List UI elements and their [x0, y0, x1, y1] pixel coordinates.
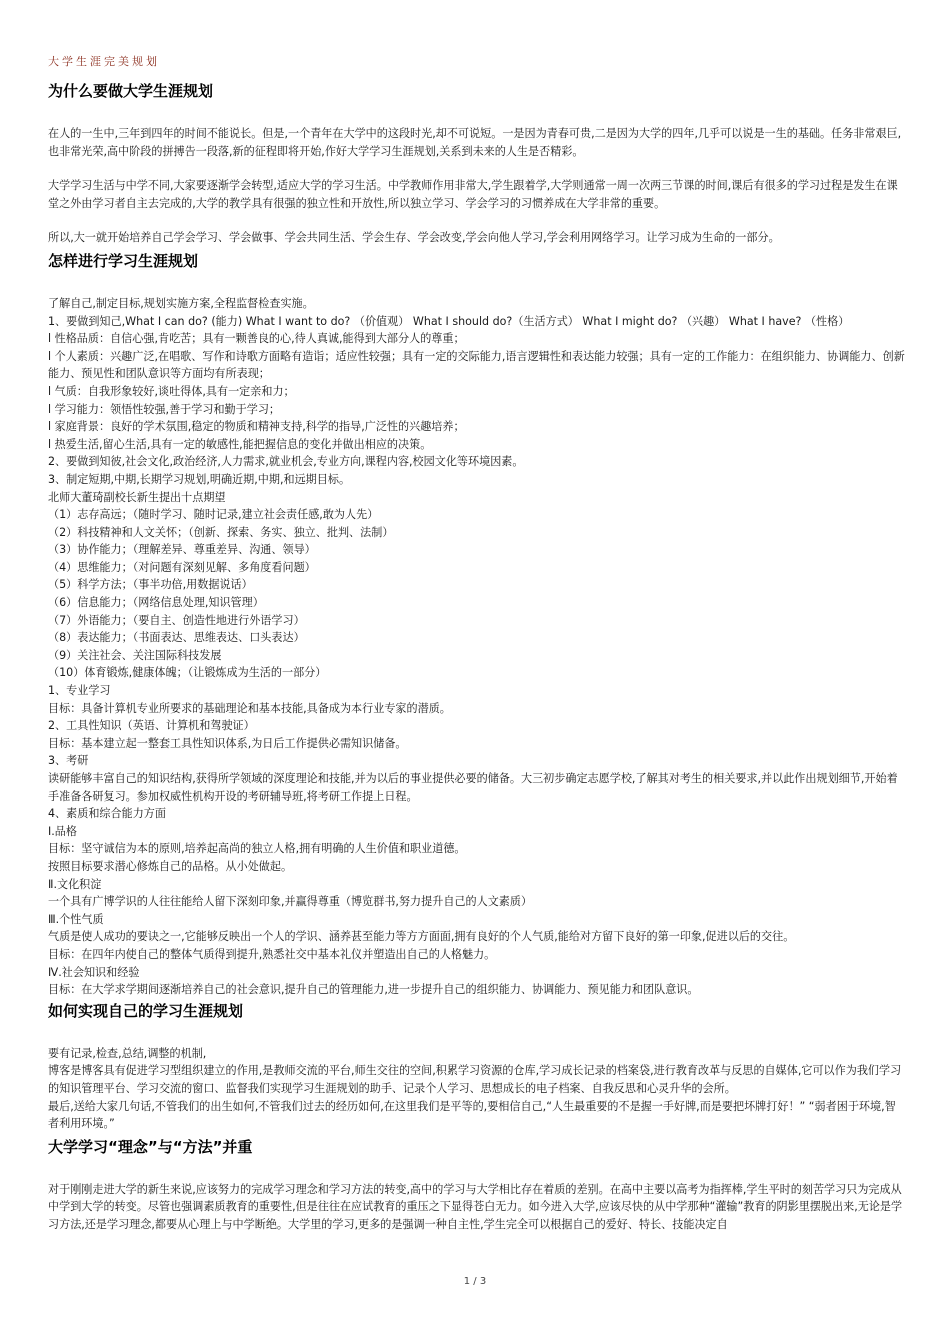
- text-line: 读研能够丰富自己的知识结构,获得所学领域的深度理论和技能,并为以后的事业提供必要的储备。大三初步确定志愿学校,了解其对考生的相关要求,并以此作出规划细节,开始着手准备各研复习。参加权威性机构开设的考研辅导班,将考研工作提上日程。: [48, 772, 898, 803]
- text-line: 目标：基本建立起一整套工具性知识体系,为日后工作提供必需知识储备。: [48, 736, 407, 750]
- section-body: [48, 295, 905, 999]
- document-title: 大学生涯完美规划: [48, 55, 160, 68]
- document-page: [48, 54, 905, 1233]
- text-line: 目标：在四年内使自己的整体气质得到提升,熟悉社交中基本礼仪并塑造出自己的人格魅力。: [48, 947, 496, 961]
- text-line: l 个人素质：兴趣广泛,在唱歌、写作和诗歌方面略有造诣；适应性较强；具有一定的交际能力,语言逻辑性和表达能力较强；具有一定的工作能力：在组织能力、协调能力、创新能力、预见性和团队意识等方面均有所表现；: [48, 349, 905, 381]
- text-line: 对于刚刚走进大学的新生来说,应该努力的完成学习理念和学习方法的转变,高中的学习与大学相比存在着质的差别。在高中主要以高考为指挥棒,学生平时的刻苦学习只为完成从中学到大学的转变。尽管也强调素质教育的重要性,但是往往在应试教育的重压之下显得苍白无力。如今进入大学,应该尽快的从中学那种“灌输”教育的阴影里摆脱出来,无论是学习方法,还是学习理念,都要从心理上与中学断绝。大学里的学习,更多的是强调一种自主性,学生完全可以根据自己的爱好、特长、技能决定自: [48, 1182, 903, 1231]
- text-line: l 性格品质：自信心强,肯吃苦；具有一颗善良的心,待人真诚,能得到大部分人的尊重；: [48, 332, 465, 346]
- text-line: Ⅰ.品格: [48, 824, 77, 838]
- text-line: （3）协作能力；（理解差异、尊重差异、沟通、领导）: [48, 543, 316, 557]
- text-line: （4）思维能力；（对问题有深刻见解、多角度看问题）: [48, 560, 316, 574]
- text-line: （10）体育锻炼,健康体魄；（让锻炼成为生活的一部分）: [48, 666, 327, 680]
- section-heading-how: 怎样进行学习生涯规划: [48, 251, 199, 270]
- text-line: Ⅳ.社会知识和经验: [48, 965, 140, 979]
- text-line: 最后,送给大家几句话,不管我们的出生如何,不管我们过去的经历如何,在这里我们是平等的,要相信自己,“人生最重要的不是握一手好牌,而是要把坏牌打好！” “弱者困于环境,智者利用环境。”: [48, 1099, 896, 1131]
- text-line: 1、专业学习: [48, 684, 111, 698]
- text-line: 了解自己,制定目标,规划实施方案,全程监督检查实施。: [48, 296, 314, 310]
- text-line: 目标：坚守诚信为本的原则,培养起高尚的独立人格,拥有明确的人生价值和职业道德。: [48, 842, 466, 856]
- text-line: 北师大董琦副校长新生提出十点期望: [48, 490, 226, 504]
- section-heading-implement: 如何实现自己的学习生涯规划: [48, 1001, 244, 1020]
- text-line: Ⅱ.文化积淀: [48, 877, 102, 891]
- text-line: 3、制定短期,中期,长期学习规划,明确近期,中期,和远期目标。: [48, 472, 351, 486]
- text-line: （8）表达能力；（书面表达、思维表达、口头表达）: [48, 631, 305, 645]
- section-body: [48, 1181, 905, 1234]
- text-line: 博客是博客具有促进学习型组织建立的作用,是教师交流的平台,师生交往的空间,积累学习资源的仓库,学习成长记录的档案袋,进行教育改革与反思的自媒体,它可以作为我们学习的知识管理平台、学习交流的窗口、监督我们实现学习生涯规划的助手、记录个人学习、思想成长的电子档案、自我反思和心灵升华的会所。: [48, 1064, 902, 1095]
- paragraph: 大学学习生活与中学不同,大家要逐渐学会转型,适应大学的学习生活。中学教师作用非常大,学生跟着学,大学则通常一周一次两三节课的时间,课后有很多的学习过程是发生在课堂之外由学习者自主去完成的,大学的教学具有很强的独立性和开放性,所以独立学习、学会学习的习惯养成在大学非常的重要。: [48, 179, 898, 210]
- text-line: （5）科学方法；（事半功倍,用数据说话）: [48, 578, 253, 592]
- text-line: l 学习能力：领悟性较强,善于学习和勤于学习；: [48, 402, 281, 416]
- text-line: 目标：具备计算机专业所要求的基础理论和基本技能,具备成为本行业专家的潜质。: [48, 701, 451, 715]
- text-line: （1）志存高远；（随时学习、随时记录,建立社会责任感,敢为人先）: [48, 508, 379, 522]
- text-line: （9）关注社会、关注国际科技发展: [48, 648, 222, 662]
- page-number: 1 / 3: [463, 1276, 487, 1287]
- text-line: （2）科技精神和人文关怀；（创新、探索、务实、独立、批判、法制）: [48, 525, 394, 539]
- text-line: （6）信息能力；（网络信息处理,知识管理）: [48, 596, 264, 610]
- text-line: 目标：在大学求学期间逐渐培养自己的社会意识,提升自己的管理能力,进一步提升自己的组织能力、协调能力、预见能力和团队意识。: [48, 983, 699, 997]
- text-line: l 气质：自我形象较好,谈吐得体,具有一定亲和力；: [48, 384, 295, 398]
- text-line: Ⅲ.个性气质: [48, 912, 104, 926]
- text-line: 要有记录,检查,总结,调整的机制,: [48, 1046, 207, 1060]
- text-line: 气质是使人成功的要诀之一,它能够反映出一个人的学识、涵养甚至能力等方方面面,拥有良好的个人气质,能给对方留下良好的第一印象,促进以后的交往。: [48, 930, 795, 944]
- paragraph: 所以,大一就开始培养自己学会学习、学会做事、学会共同生活、学会生存、学会改变,学会向他人学习,学会利用网络学习。让学习成为生命的一部分。: [48, 231, 780, 245]
- text-line: 2、要做到知彼,社会文化,政治经济,人力需求,就业机会,专业方向,课程内容,校园文化等环境因素。: [48, 455, 524, 469]
- text-line: 4、素质和综合能力方面: [48, 807, 166, 821]
- text-line: l 热爱生活,留心生活,具有一定的敏感性,能把握信息的变化并做出相应的决策。: [48, 437, 432, 451]
- text-line: 一个具有广博学识的人往往能给人留下深刻印象,并赢得尊重（博览群书,努力提升自己的人文素质）: [48, 895, 533, 909]
- text-line: （7）外语能力；（要自主、创造性地进行外语学习）: [48, 613, 305, 627]
- text-line: 2、工具性知识（英语、计算机和驾驶证）: [48, 719, 255, 733]
- text-line: 1、要做到知己,What I can do? (能力) What I want to do? （价值观） What I should do?（生活方式） What I might do? （兴趣） What I have? （性格）: [48, 314, 850, 328]
- text-line: 按照目标要求潜心修炼自己的品格。从小处做起。: [48, 859, 293, 873]
- section-heading-concept-method: 大学学习“理念”与“方法”并重: [48, 1137, 253, 1156]
- section-body: [48, 1045, 905, 1133]
- text-line: l 家庭背景：良好的学术氛围,稳定的物质和精神支持,科学的指导,广泛性的兴趣培养；: [48, 420, 465, 434]
- text-line: 3、考研: [48, 754, 89, 768]
- section-heading-why: 为什么要做大学生涯规划: [48, 82, 214, 100]
- paragraph: 在人的一生中,三年到四年的时间不能说长。但是,一个青年在大学中的这段时光,却不可说短。一是因为青春可贵,二是因为大学的四年,几乎可以说是一生的基础。任务非常艰巨,也非常光荣,高中阶段的拼搏告一段落,新的征程即将开始,作好大学学习生涯规划,关系到未来的人生是否精彩。: [48, 127, 902, 158]
